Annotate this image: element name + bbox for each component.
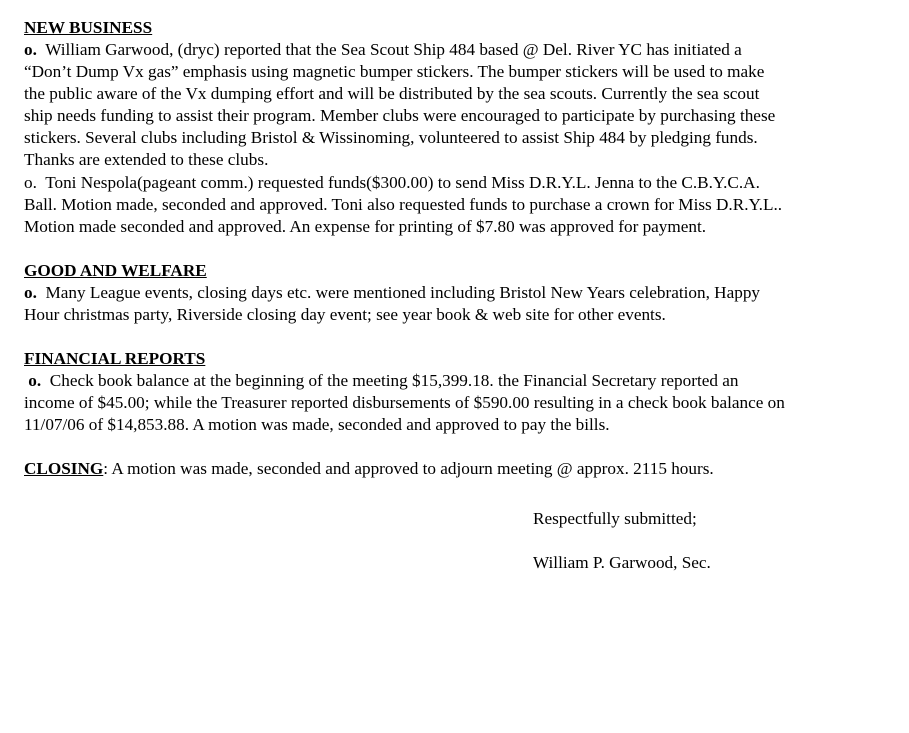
text-line: William Garwood, (dryc) reported that the Sea Scout Ship 484 based @ Del. River YC has initiated a [45,40,742,59]
text-line: Check book balance at the beginning of the meeting $15,399.18. the Financial Secretary reported an [49,371,739,391]
text-line: “Don’t Dump Vx gas” emphasis using magnetic bumper stickers. The bumper stickers will be used to make [24,62,765,82]
closing-label: CLOSING [24,459,104,479]
respectfully-submitted: Respectfully submitted; [533,509,697,528]
new-business-item-2 [24,172,884,238]
text-line: ship needs funding to assist their program. Member clubs were encouraged to participate by purchasing these [24,106,776,126]
closing-text: : A motion was made, seconded and approved to adjourn meeting @ approx. 2115 hours. [103,459,714,479]
bullet-marker: o. [24,282,37,302]
minutes-document [24,17,884,480]
bullet-marker: o. [24,40,37,59]
text-line: stickers. Several clubs including Bristol & Wissinoming, volunteered to assist Ship 484 by pledging funds. [24,128,758,148]
text-line: Hour christmas party, Riverside closing day event; see year book & web site for other events. [24,304,666,324]
text-line: Ball. Motion made, seconded and approved. Toni also requested funds to purchase a crown for Miss D.R.Y.L.. [24,194,783,214]
new-business-heading: NEW BUSINESS [24,18,153,37]
financial-reports-item-1 [24,370,884,436]
good-and-welfare-heading: GOOD AND WELFARE [24,260,207,280]
financial-reports-heading: FINANCIAL REPORTS [24,349,206,369]
closing-paragraph [24,458,884,480]
secretary-name: William P. Garwood, Sec. [533,553,711,572]
bullet-marker: o. [28,371,42,391]
text-line: income of $45.00; while the Treasurer reported disbursements of $590.00 resulting in a check book balance on [24,393,785,413]
text-line: Many League events, closing days etc. were mentioned including Bristol New Years celebration, Happy [45,282,761,302]
text-line: 11/07/06 of $14,853.88. A motion was made, seconded and approved to pay the bills. [24,415,610,435]
text-line: the public aware of the Vx dumping effort and will be distributed by the sea scouts. Currently the sea scout [24,84,760,104]
good-and-welfare-item-1 [24,282,884,326]
text-line: Motion made seconded and approved. An expense for printing of $7.80 was approved for payment. [24,216,707,236]
text-line: Toni Nespola(pageant comm.) requested funds($300.00) to send Miss D.R.Y.L. Jenna to the C.B.Y.C.A. [45,172,760,192]
bullet-marker: o. [24,172,37,192]
new-business-item-1 [24,39,884,172]
text-line: Thanks are extended to these clubs. [24,150,269,170]
